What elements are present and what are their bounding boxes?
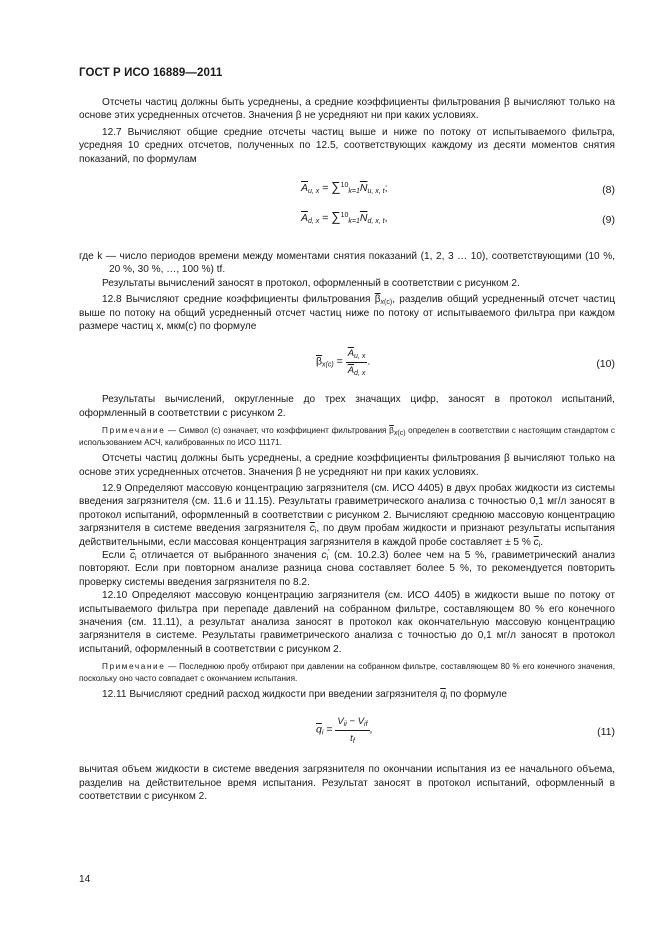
document-title: ГОСТ Р ИСО 16889—2011 [79,67,223,79]
paragraph-averaging-1: Отсчеты частиц должны быть усреднены, а средние коэффициенты фильтрования β вычисляют только на основе этих усредненных отсчетов. Значения β не усредняют ни при каких условиях. [79,97,615,122]
equation-number-11: (11) [597,726,615,739]
note-2-label: Примечание [102,662,166,672]
document-body [79,96,615,804]
definition-k: где k — число периодов времени между моментами снятия показаний (1, 2, 3 … 10), соответствующими (10 %, 20 %, 30 %, …, 100 %) tf. [79,251,615,276]
formula-8 [79,180,615,206]
note-1-part-a: — Символ (с) означает, что коэффициент фильтрования [165,426,390,436]
paragraph-results-protocol: Результаты вычислений заносят в протокол, оформленный в соответствии с рисунком 2. [102,277,520,289]
formula-8-expression: $\overline{A}_{u, x} = \sum^{10}_{k=1}\overline{N}_{u, x, t}$; [301,179,388,196]
note-1: Примечание — Символ (с) означает, что коэффициент фильтрования $\overline{\beta}_{x(c)}$ определен в соответствии с настоящим стандартом с использованием АСЧ, калиброванных по ИСО 11171. [79,426,615,447]
note-1-label: Примечание [102,426,166,436]
equation-number-10: (10) [596,358,615,371]
formula-11-expression: $\overline{q}_i$ = $\frac{V_{ii} - V_{if}}{t_f}$ , [316,716,373,745]
paragraph-12-8-part-a: 12.8 Вычисляют средние коэффициенты фильтрования [102,294,375,306]
formula-10-expression: $\overline{\beta}_{x(c)}$ = $\frac{\overline{A}_{u, x}}{\overline{A}_{d, x}}$ . [316,348,371,377]
equation-number-9: (9) [602,214,615,227]
note-2-text: — Последнюю пробу отбирают при давлении на собранном фильтре, составляющем 80 % его конечного значения, поскольку оно часто совпадает с окончанием испытания. [79,662,615,683]
formula-9-expression: $\overline{A}_{d, x} = \sum^{10}_{k=1}\overline{N}_{d, x, t}$, [301,209,388,226]
note-1-part-b: определен в соответствии с настоящим стандартом с использованием АСЧ, калиброванных по ИСО 11171. [79,426,615,447]
note-2 [79,661,615,684]
paragraph-deviation-part-b: отличается от выбранного значения [136,549,322,561]
paragraph-12-7: 12.7 Вычисляют общие средние отсчеты частиц выше и ниже по потоку от испытываемого фильтра, усредняя 10 средних отсчетов, полученных по 12.5, соответствующих каждому из десяти моментов снятия показаний, по формулам [79,126,615,165]
paragraph-deviation: Если $\overline{c}_i$ отличается от выбранного значения $c_i'$ (см. 10.2.3) более чем на 5 %, гравиметрический анализ повторяют. Если при повторном анализе разница снова составляет более 5 %, то рекомендуется повторить проверку системы введения загрязнителя по 8.2. [79,548,616,588]
page-number: 14 [79,874,91,885]
paragraph-12-9: 12.9 Определяют массовую концентрацию загрязнителя (см. ИСО 4405) в двух пробах жидкости из системы введения загрязнителя (см. 11.6 и 11.15). Результаты гравиметрического анализа с точностью 0,1 мг/л заносят в протокол испытаний, оформленный в соответствии с рисунком 2. Вычисляют среднюю массовую концентрацию загрязнителя в системе введения загрязнителя $\overline{c}_i$, по двум пробам жидкости и признают результаты испытания действительными, если массовая концентрация загрязнителя в каждой пробе составляет ± 5 % $\overline{c}_i$. [79,482,615,549]
paragraph-deviation-part-a: Если [102,549,130,561]
formula-11 [79,713,615,751]
paragraph-volume-calc: вычитая объем жидкости в системе введения загрязнителя по окончании испытания из ее начального объема, разделив на действительное время испытания. Результат заносят в протокол испытаний, оформленный в соответствии с рисунком 2. [79,764,615,803]
paragraph-12-8-part-b: , разделив общий усредненный отсчет частиц выше по потоку на общий усредненный отсчет частиц ниже по потоку от испытываемого фильтра при каждом размере частиц x, мкм(с) по формуле [79,294,615,333]
paragraph-12-9-part-b: , по двум пробам жидкости и признают результаты испытания действительными, если массовая концентрация загрязнителя в каждой пробе составляет ± 5 % [79,523,615,548]
equation-number-8: (8) [602,184,615,197]
paragraph-12-11-part-b: по формуле [447,689,507,700]
paragraph-12-10: 12.10 Определяют массовую концентрацию загрязнителя (см. ИСО 4405) в жидкости выше по потоку от испытываемого фильтра при перепаде давлений на собранном фильтре, составляющем 80 % его конечного значения (см. 11.11), а результат анализа заносят в протокол как окончательную массовую концентрацию загрязнителя в системе. Результаты гравиметрического анализа с точностью до 0,1 мг/л заносят в протокол испытаний, оформленный в соответствии с рисунком 2. [79,590,615,655]
formula-10-fraction: $\frac{\overline{A}_{u, x}}{\overline{A}_{d, x}}$ [347,348,366,377]
formula-10 [79,345,615,383]
paragraph-12-11-part-a: 12.11 Вычисляют средний расход жидкости при введении загрязнителя [102,689,441,700]
paragraph-12-9-part-a: 12.9 Определяют массовую концентрацию загрязнителя (см. ИСО 4405) в двух пробах жидкости из системы введения загрязнителя (см. 11.6 и 11.15). Результаты гравиметрического анализа с точностью 0,1 мг/л заносят в протокол испытаний, оформленный в соответствии с рисунком 2. Вычисляют среднюю массовую концентрацию загрязнителя в системе введения загрязнителя [79,482,615,535]
paragraph-averaging-2: Отсчеты частиц должны быть усреднены, а средние коэффициенты фильтрования β вычисляют только на основе этих усредненных отсчетов. Значения β не усредняют ни при каких условиях. [79,453,615,478]
paragraph-12-11: 12.11 Вычисляют средний расход жидкости при введении загрязнителя $\overline{q}_i$ по формуле [102,689,507,701]
paragraph-rounding: Результаты вычислений, округленные до трех значащих цифр, заносят в протокол испытаний, оформленный в соответствии с рисунком 2. [79,394,615,419]
paragraph-deviation-part-c: (см. 10.2.3) более чем на 5 %, гравиметрический анализ повторяют. Если при повторном анализе разница снова составляет более 5 %, то рекомендуется повторить проверку системы введения загрязнителя по 8.2. [79,549,616,588]
formula-9 [79,210,615,236]
formula-11-fraction: $\frac{V_{ii} - V_{if}}{t_f}$ [337,716,368,745]
paragraph-12-8: 12.8 Вычисляют средние коэффициенты фильтрования $\overline{\beta}_{x(c)}$, разделив общий усредненный отсчет частиц выше по потоку на общий усредненный отсчет частиц ниже по потоку от испытываемого фильтра при каждом размере частиц x, мкм(с) по формуле [79,294,615,333]
